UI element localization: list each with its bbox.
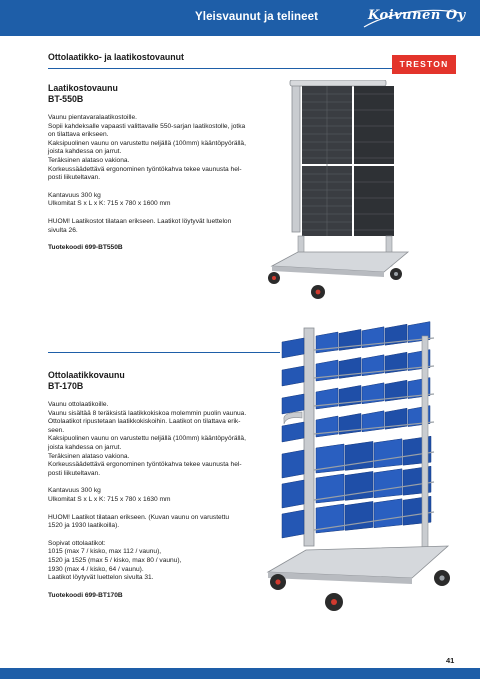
- product2-suitable-line: 1015 (max 7 / kisko, max 112 / vaunu),: [48, 548, 162, 556]
- storage-bin: [282, 510, 304, 538]
- product1-note-line: sivulta 26.: [48, 226, 78, 234]
- product2-suitable-line: Sopivat ottolaatikot:: [48, 539, 106, 547]
- product2-dimensions: Ulkomitat S x L x K: 715 x 780 x 1630 mm: [48, 495, 171, 503]
- product2-product-code: Tuotekoodi 699-BT170B: [48, 591, 123, 599]
- product1-desc-line: Korkeussäädettävä ergonominen työntökahva tekee vaunusta hel-: [48, 165, 242, 173]
- brand-logo: TRESTON: [392, 55, 456, 74]
- product2-text: [48, 370, 260, 600]
- company-logo: Koivunen Oy: [368, 8, 466, 23]
- storage-bin: [282, 450, 304, 478]
- storage-bin: [374, 439, 402, 468]
- product2-desc-line: seen.: [48, 426, 65, 434]
- product2-desc-line: Vaunu sisältää 8 teräksistä laatikkokiskoa molemmin puolin vaunua.: [48, 409, 247, 417]
- product2-name: Ottolaatikkovaunu: [48, 370, 125, 380]
- storage-bin: [345, 441, 373, 470]
- product2-desc-line: joista kahdessa on jarrut.: [48, 443, 122, 451]
- page-number: 41: [446, 656, 455, 665]
- storage-bin: [282, 480, 304, 508]
- product2-suitable-line: Laatikot löytyvät luettelon sivulta 31.: [48, 574, 154, 582]
- storage-bin: [282, 422, 304, 442]
- product1-product-code: Tuotekoodi 699-BT550B: [48, 244, 123, 252]
- section-title: Ottolaatikko- ja laatikostovaunut: [48, 52, 184, 62]
- product1-desc-line: Kaksipuolinen vaunu on varustettu neljällä (100mm) kääntöpyörällä,: [48, 139, 246, 147]
- product2-desc-line: Teräksinen alataso vakiona.: [48, 452, 130, 460]
- product1-image: [258, 80, 418, 302]
- product2-desc-line: posti liikuteltavan.: [48, 469, 101, 477]
- product2-suitable-line: 1520 ja 1525 (max 5 / kisko, max 80 / vaunu),: [48, 556, 182, 564]
- product2-note-line: HUOM! Laatikot tilataan erikseen. (Kuvan vaunu on varustettu: [48, 513, 230, 521]
- storage-bin: [374, 469, 402, 498]
- product2-model: BT-170B: [48, 381, 84, 391]
- product2-capacity: Kantavuus 300 kg: [48, 487, 101, 495]
- product1-note-line: HUOM! Laatikostot tilataan erikseen. Laatikot löytyvät luettelon: [48, 217, 232, 225]
- product2-image: [262, 320, 462, 616]
- storage-bin: [345, 501, 373, 530]
- product1-dimensions: Ulkomitat S x L x K: 715 x 780 x 1600 mm: [48, 200, 171, 208]
- header-title: Yleisvaunut ja telineet: [195, 11, 319, 23]
- page-footer-bar: [0, 668, 480, 679]
- product2-desc-line: Vaunu ottolaatikoille.: [48, 401, 109, 408]
- storage-bin: [374, 499, 402, 528]
- product1-desc-line: posti liikuteltavan.: [48, 174, 101, 182]
- product1-desc-line: Vaunu pientavaralaatikostoille.: [48, 114, 137, 121]
- storage-bin: [345, 471, 373, 500]
- storage-bin: [282, 366, 304, 386]
- product1-model: BT-550B: [48, 94, 84, 104]
- product2-suitable-line: 1930 (max 4 / kisko, 64 / vaunu).: [48, 565, 144, 573]
- product2-desc-line: Kaksipuolinen vaunu on varustettu neljällä (100mm) kääntöpyörällä,: [48, 435, 246, 443]
- product1-text: [48, 83, 258, 253]
- storage-bin: [282, 338, 304, 358]
- product1-desc-line: Teräksinen alataso vakiona.: [48, 156, 130, 164]
- product1-name: Laatikostovaunu: [48, 83, 118, 93]
- product-divider: [48, 352, 280, 353]
- product1-desc-line: Sopii kahdeksalle vapaasti valittavalle 550-sarjan laatikostolle, jotka: [48, 122, 246, 130]
- product1-desc-line: on tilattava erikseen.: [48, 131, 109, 139]
- product2-note-line: 1520 ja 1930 laatikoilla).: [48, 522, 120, 530]
- storage-bin: [282, 394, 304, 414]
- product1-desc-line: joista kahdessa on jarrut.: [48, 148, 122, 156]
- product2-desc-line: Ottolaatikot ripustetaan laatikkokiskoihin. Laatikot on tilattava erik-: [48, 418, 241, 426]
- product2-desc-line: Korkeussäädettävä ergonominen työntökahva tekee vaunusta hel-: [48, 461, 242, 469]
- product1-capacity: Kantavuus 300 kg: [48, 191, 101, 199]
